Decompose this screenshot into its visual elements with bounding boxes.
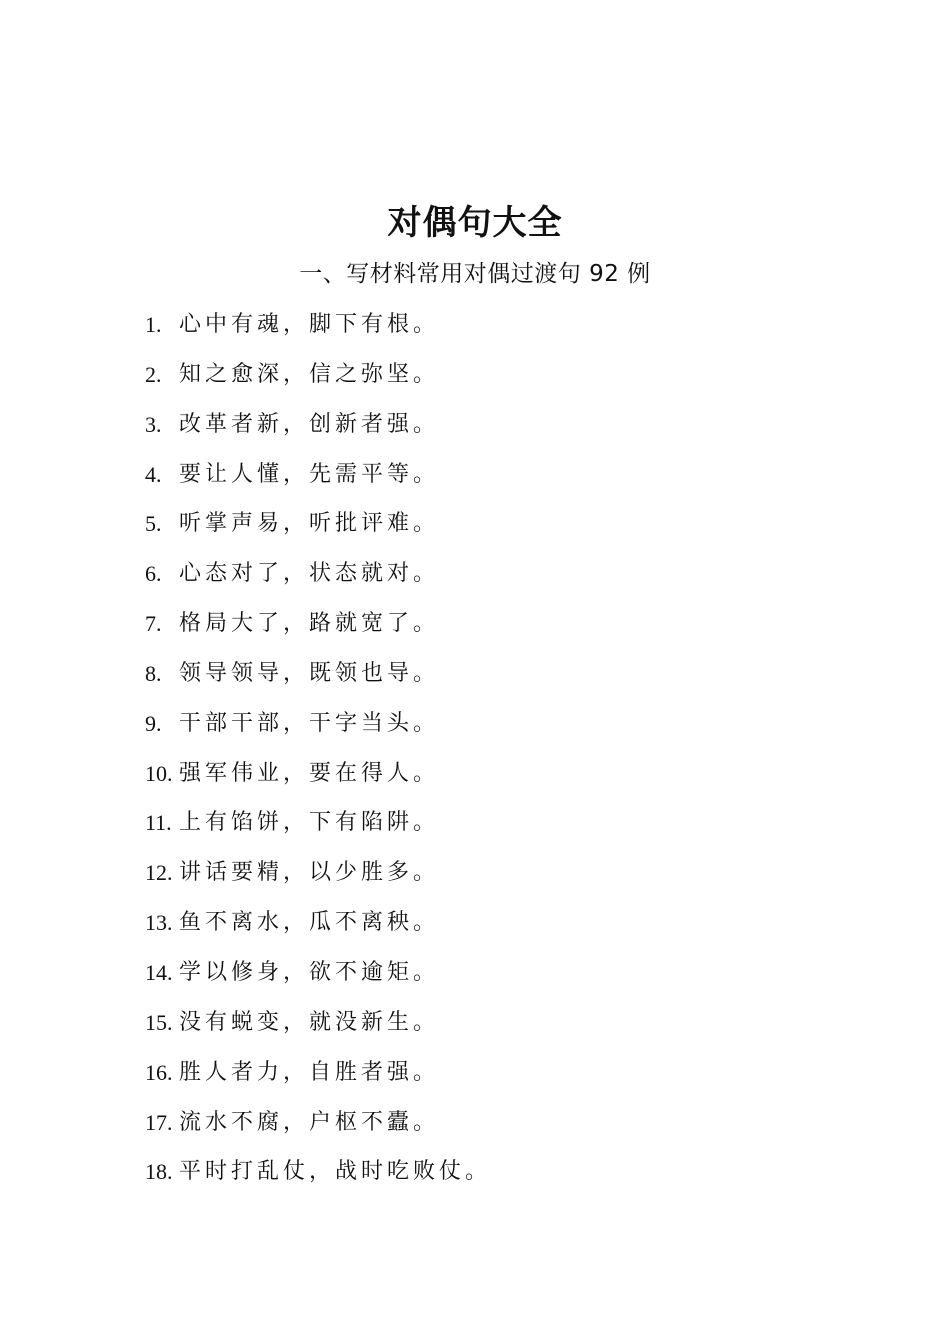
- item-text: 干部干部，干字当头。: [179, 710, 440, 736]
- list-item: [145, 704, 845, 754]
- item-number: 1.: [145, 312, 162, 337]
- item-number: 18.: [145, 1159, 173, 1185]
- item-text: 平时打乱仗，战时吃败仗。: [179, 1159, 492, 1185]
- list-item: [145, 803, 845, 853]
- item-text: 知之愈深，信之弥坚。: [179, 361, 440, 387]
- list-item: [145, 1003, 845, 1053]
- section-heading: 一、写材料常用对偶过渡句 92 例: [299, 261, 651, 287]
- item-number: 2.: [145, 361, 162, 387]
- list-item: [145, 504, 845, 554]
- item-number: 14.: [145, 959, 173, 985]
- item-text: 听掌声易，听批评难。: [179, 511, 440, 537]
- item-number: 17.: [145, 1109, 173, 1135]
- item-number: 4.: [145, 461, 162, 487]
- list-item: [145, 355, 845, 405]
- item-text: 强军伟业，要在得人。: [179, 760, 440, 786]
- document-title: 对偶句大全: [387, 203, 563, 243]
- item-number: 15.: [145, 1009, 173, 1035]
- item-text: 学以修身，欲不逾矩。: [179, 959, 440, 985]
- list-item: [145, 853, 845, 903]
- item-text: 上有馅饼，下有陷阱。: [179, 810, 440, 836]
- item-number: 13.: [145, 910, 173, 936]
- list-item: [145, 1103, 845, 1153]
- item-number: 7.: [145, 611, 162, 637]
- list-item: [145, 554, 845, 604]
- list-item: [145, 654, 845, 704]
- item-text: 改革者新，创新者强。: [179, 411, 440, 437]
- item-text: 要让人懂，先需平等。: [179, 461, 440, 487]
- item-text: 胜人者力，自胜者强。: [179, 1059, 440, 1085]
- list-item: [145, 455, 845, 505]
- item-text: 鱼不离水，瓜不离秧。: [179, 910, 440, 936]
- list-item: [145, 305, 845, 355]
- list-item: [145, 1053, 845, 1103]
- item-text: 领导领导，既领也导。: [179, 660, 440, 686]
- item-text: 流水不腐，户枢不蠹。: [179, 1109, 440, 1135]
- item-number: 3.: [145, 411, 162, 437]
- item-text: 讲话要精，以少胜多。: [179, 860, 440, 886]
- couplet-list: [145, 305, 845, 1202]
- list-item: [145, 903, 845, 953]
- list-item: [145, 953, 845, 1003]
- list-item: [145, 1152, 845, 1202]
- item-text: 没有蜕变，就没新生。: [179, 1009, 440, 1035]
- item-text: 格局大了，路就宽了。: [179, 611, 440, 637]
- item-number: 11.: [145, 810, 172, 836]
- item-number: 5.: [145, 511, 162, 537]
- item-number: 12.: [145, 860, 173, 886]
- list-item: [145, 405, 845, 455]
- item-number: 8.: [145, 660, 162, 686]
- item-text: 心态对了，状态就对。: [179, 561, 440, 587]
- list-item: [145, 604, 845, 654]
- item-number: 10.: [145, 760, 173, 786]
- item-number: 9.: [145, 710, 162, 736]
- item-number: 6.: [145, 561, 162, 587]
- item-number: 16.: [145, 1059, 173, 1085]
- list-item: [145, 754, 845, 804]
- item-text: 心中有魂，脚下有根。: [179, 312, 440, 337]
